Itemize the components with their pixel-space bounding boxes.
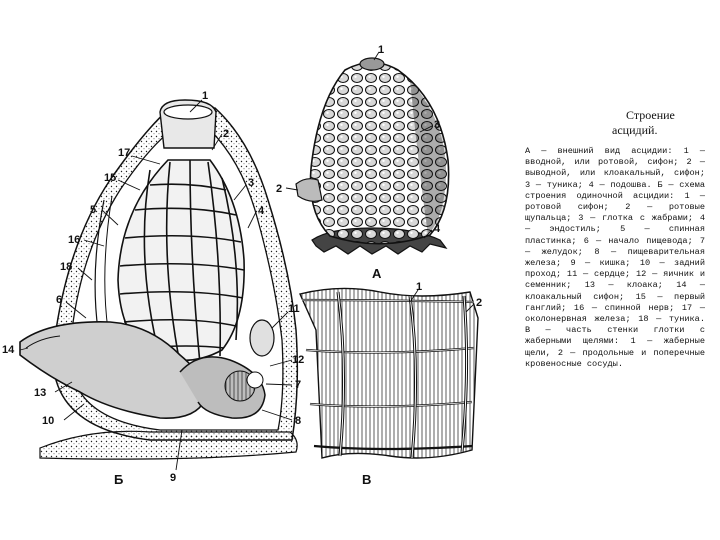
label-b-11: 11 [288,303,300,315]
label-b-9: 9 [170,472,177,484]
diagram-b-internal-structure [2,90,304,487]
diagram-a-side-siphon [296,179,322,202]
label-v-2: 2 [476,297,483,309]
label-v-1: 1 [416,281,423,293]
label-b-10: 10 [42,415,55,427]
label-b-3: 3 [248,177,255,189]
label-b-17: 17 [118,147,131,159]
letter-v: В [362,472,372,487]
label-b-6: 6 [56,294,63,306]
diagram-v-pharynx-wall [300,281,482,487]
caption-body: А — внешний вид асцидии: 1 — вводной, или ротовой, сифон; 2 — выводной, или клоакальный, сифон; 3 — туника; 4 — подошва. Б — схема строения одиночной асцидии: 1 — ротовой сифон; 2 — ротовые щупальца; 3 — глотка с жабрами; 4 — эндостиль; 5 — спинная пластинка; 6 — начало пищевода; 7 — желудок; 8 — пищеварительная железа; 9 — кишка; 10 — задний проход; 11 — сердце; 12 — яичник и семенник; 13 — клоака; 14 — клоакальный сифон; 15 — первый ганглий; 16 — спинной нерв; 17 — околонервная железа; 18 — туника. В — часть стенки глотки с жаберными щелями: 1 — жаберные щели, 2 — продольные и поперечные кровеносные сосуды. [525,146,705,369]
diagram-b-heart [250,320,274,356]
label-b-1: 1 [202,90,209,102]
label-b-16: 16 [68,234,81,246]
label-a-4: 4 [434,223,441,235]
label-b-14: 14 [2,344,15,356]
letter-a: А [372,266,382,281]
label-a-3: 3 [434,119,441,131]
label-b-7: 7 [295,379,302,391]
diagram-v-wall-block [300,288,478,458]
label-b-4: 4 [258,205,265,217]
label-b-2: 2 [223,128,230,140]
label-b-15: 15 [104,172,117,184]
label-b-13: 13 [34,387,47,399]
letter-b: Б [114,472,124,487]
label-b-18: 18 [60,261,73,273]
label-a-1: 1 [378,44,385,56]
label-a-2: 2 [276,183,283,195]
label-b-5: 5 [90,204,97,216]
diagram-a-external-view [276,44,449,281]
label-b-8: 8 [295,415,302,427]
caption-title-line1: Строение [626,108,675,122]
caption-title-line2: асцидий. [612,123,658,137]
label-b-12: 12 [292,354,305,366]
caption-title [612,108,712,138]
